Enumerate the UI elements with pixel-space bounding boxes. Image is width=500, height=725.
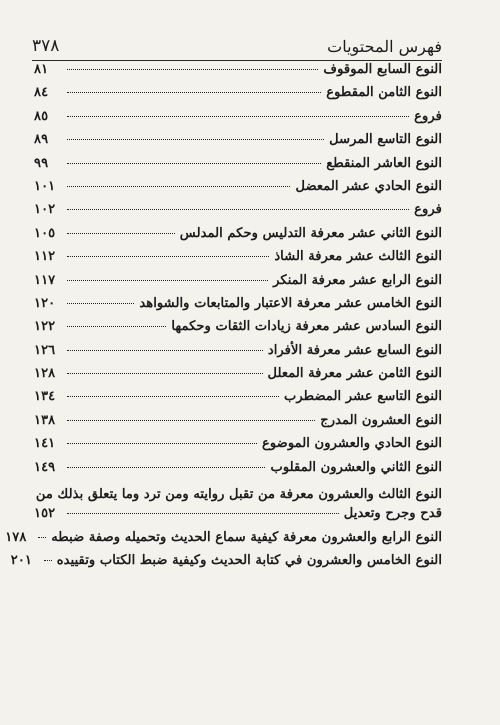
toc-entry-page: ١٢٠ [34,295,56,311]
toc-entry [34,343,442,366]
toc-entry-page: ١٢٢ [34,319,56,335]
toc-entry [34,156,442,179]
dot-leader [67,163,321,164]
dot-leader [67,513,339,514]
toc-entry-title: النوع العشرون المدرج [320,412,442,428]
toc-entry [5,529,442,553]
toc-entry-title-line2: قدح وجرح وتعديل [343,506,442,522]
toc-entry-page: ١٢٦ [34,342,56,358]
toc-entry-title: النوع السابع عشر معرفة الأفراد [267,342,442,358]
toc-entry-page: ١٠١ [34,178,56,194]
toc-entry-title: النوع الخامس عشر معرفة الاعتبار والمتابعات والشواهد [139,295,442,311]
toc-entry [34,413,442,436]
toc-entry-page: ٢٠١ [10,553,33,569]
toc-entry-title: النوع التاسع عشر المضطرب [283,389,442,405]
header-page-number: ٣٧٨ [32,36,60,56]
dot-leader [67,92,321,93]
dot-leader [67,69,318,70]
toc-entry-title: النوع الحادي عشر المعضل [295,178,442,194]
toc-entry-title: النوع الخامس والعشرون في كتابة الحديث وكيفية ضبط الكتاب وتقييده [56,553,442,569]
toc-entry-page: ١٣٤ [34,389,56,405]
dot-leader [67,443,257,444]
toc-entry-page: ١١٢ [34,249,56,265]
dot-leader [67,396,279,397]
toc-entry-title: النوع الحادي والعشرون الموضوع [261,436,442,452]
toc-entry [34,62,442,85]
dot-leader [67,116,409,117]
dot-leader [67,467,265,468]
toc-entry-title: النوع التاسع المرسل [329,132,442,148]
toc-entry-page: ١٥٢ [34,506,56,522]
toc-entry-page: ٨٥ [34,108,49,124]
dot-leader [67,420,315,421]
toc-entry-title: فروع [414,108,442,124]
toc-entry-multiline [34,483,442,530]
toc-entry-page: ١٤٩ [34,459,56,475]
dot-leader [44,560,52,561]
toc-entry-page: ١٣٨ [34,412,56,428]
toc-entry-title: النوع الثالث عشر معرفة الشاذ [274,249,442,265]
dot-leader [67,303,134,304]
toc-entry [34,296,442,319]
toc-entry-page: ٨٩ [34,132,49,148]
toc-entry-title: النوع الثاني عشر معرفة التدليس وحكم المدلس [179,225,442,241]
toc-entry [34,389,442,412]
dot-leader [67,350,263,351]
toc-entry-title: النوع الرابع عشر معرفة المنكر [273,272,442,288]
toc-entry-title: النوع الثامن المقطوع [326,85,442,101]
toc-entry-page: ١٠٥ [34,225,56,241]
dot-leader [67,233,175,234]
toc-entry-page: ١١٧ [34,272,56,288]
toc-entry [34,85,442,108]
toc-entry-page: ١٧٨ [5,529,27,545]
toc-entry-title: النوع العاشر المنقطع [326,155,442,171]
toc-entry-title: النوع السادس عشر معرفة زيادات الثقات وحكمها [171,319,442,335]
toc-entry [34,202,442,225]
header-title: فهرس المحتويات [327,37,442,56]
toc-entry-page: ١٠٢ [34,202,56,218]
toc-entry [34,319,442,342]
dot-leader [38,537,46,538]
toc-entry-title: فروع [414,202,442,218]
toc-entry [34,273,442,296]
toc-entry-page: ١٢٨ [34,366,56,382]
running-header [32,26,442,61]
toc-entry [10,553,442,576]
dot-leader [67,280,268,281]
toc-entry [34,226,442,249]
toc-entry [34,436,442,459]
dot-leader [67,256,269,257]
toc-entry-page: ٨١ [34,62,49,77]
toc-entry [34,460,442,483]
toc-entry-title: النوع الثاني والعشرون المقلوب [270,459,442,475]
dot-leader [67,326,166,327]
toc-entry [34,132,442,155]
toc-entry [34,109,442,132]
toc-entry-title: النوع السابع الموقوف [323,62,442,77]
toc-entry-title: النوع الرابع والعشرون معرفة كيفية سماع الحديث وتحميله وصفة ضبطه [51,529,442,545]
toc-entry-title-line1: النوع الثالث والعشرون معرفة من تقبل روايته ومن ترد وما يتعلق بذلك من [35,487,442,503]
dot-leader [67,373,263,374]
toc-entry [34,366,442,389]
dot-leader [67,209,409,210]
toc-entry-page: ١٤١ [34,436,56,452]
toc-entry-page: ٩٩ [34,155,49,171]
toc-entry-page: ٨٤ [34,85,49,101]
toc-entry-title: النوع الثامن عشر معرفة المعلل [267,366,442,382]
table-of-contents [5,62,442,577]
toc-entry [34,249,442,272]
dot-leader [67,139,324,140]
dot-leader [67,186,290,187]
toc-entry [34,179,442,202]
